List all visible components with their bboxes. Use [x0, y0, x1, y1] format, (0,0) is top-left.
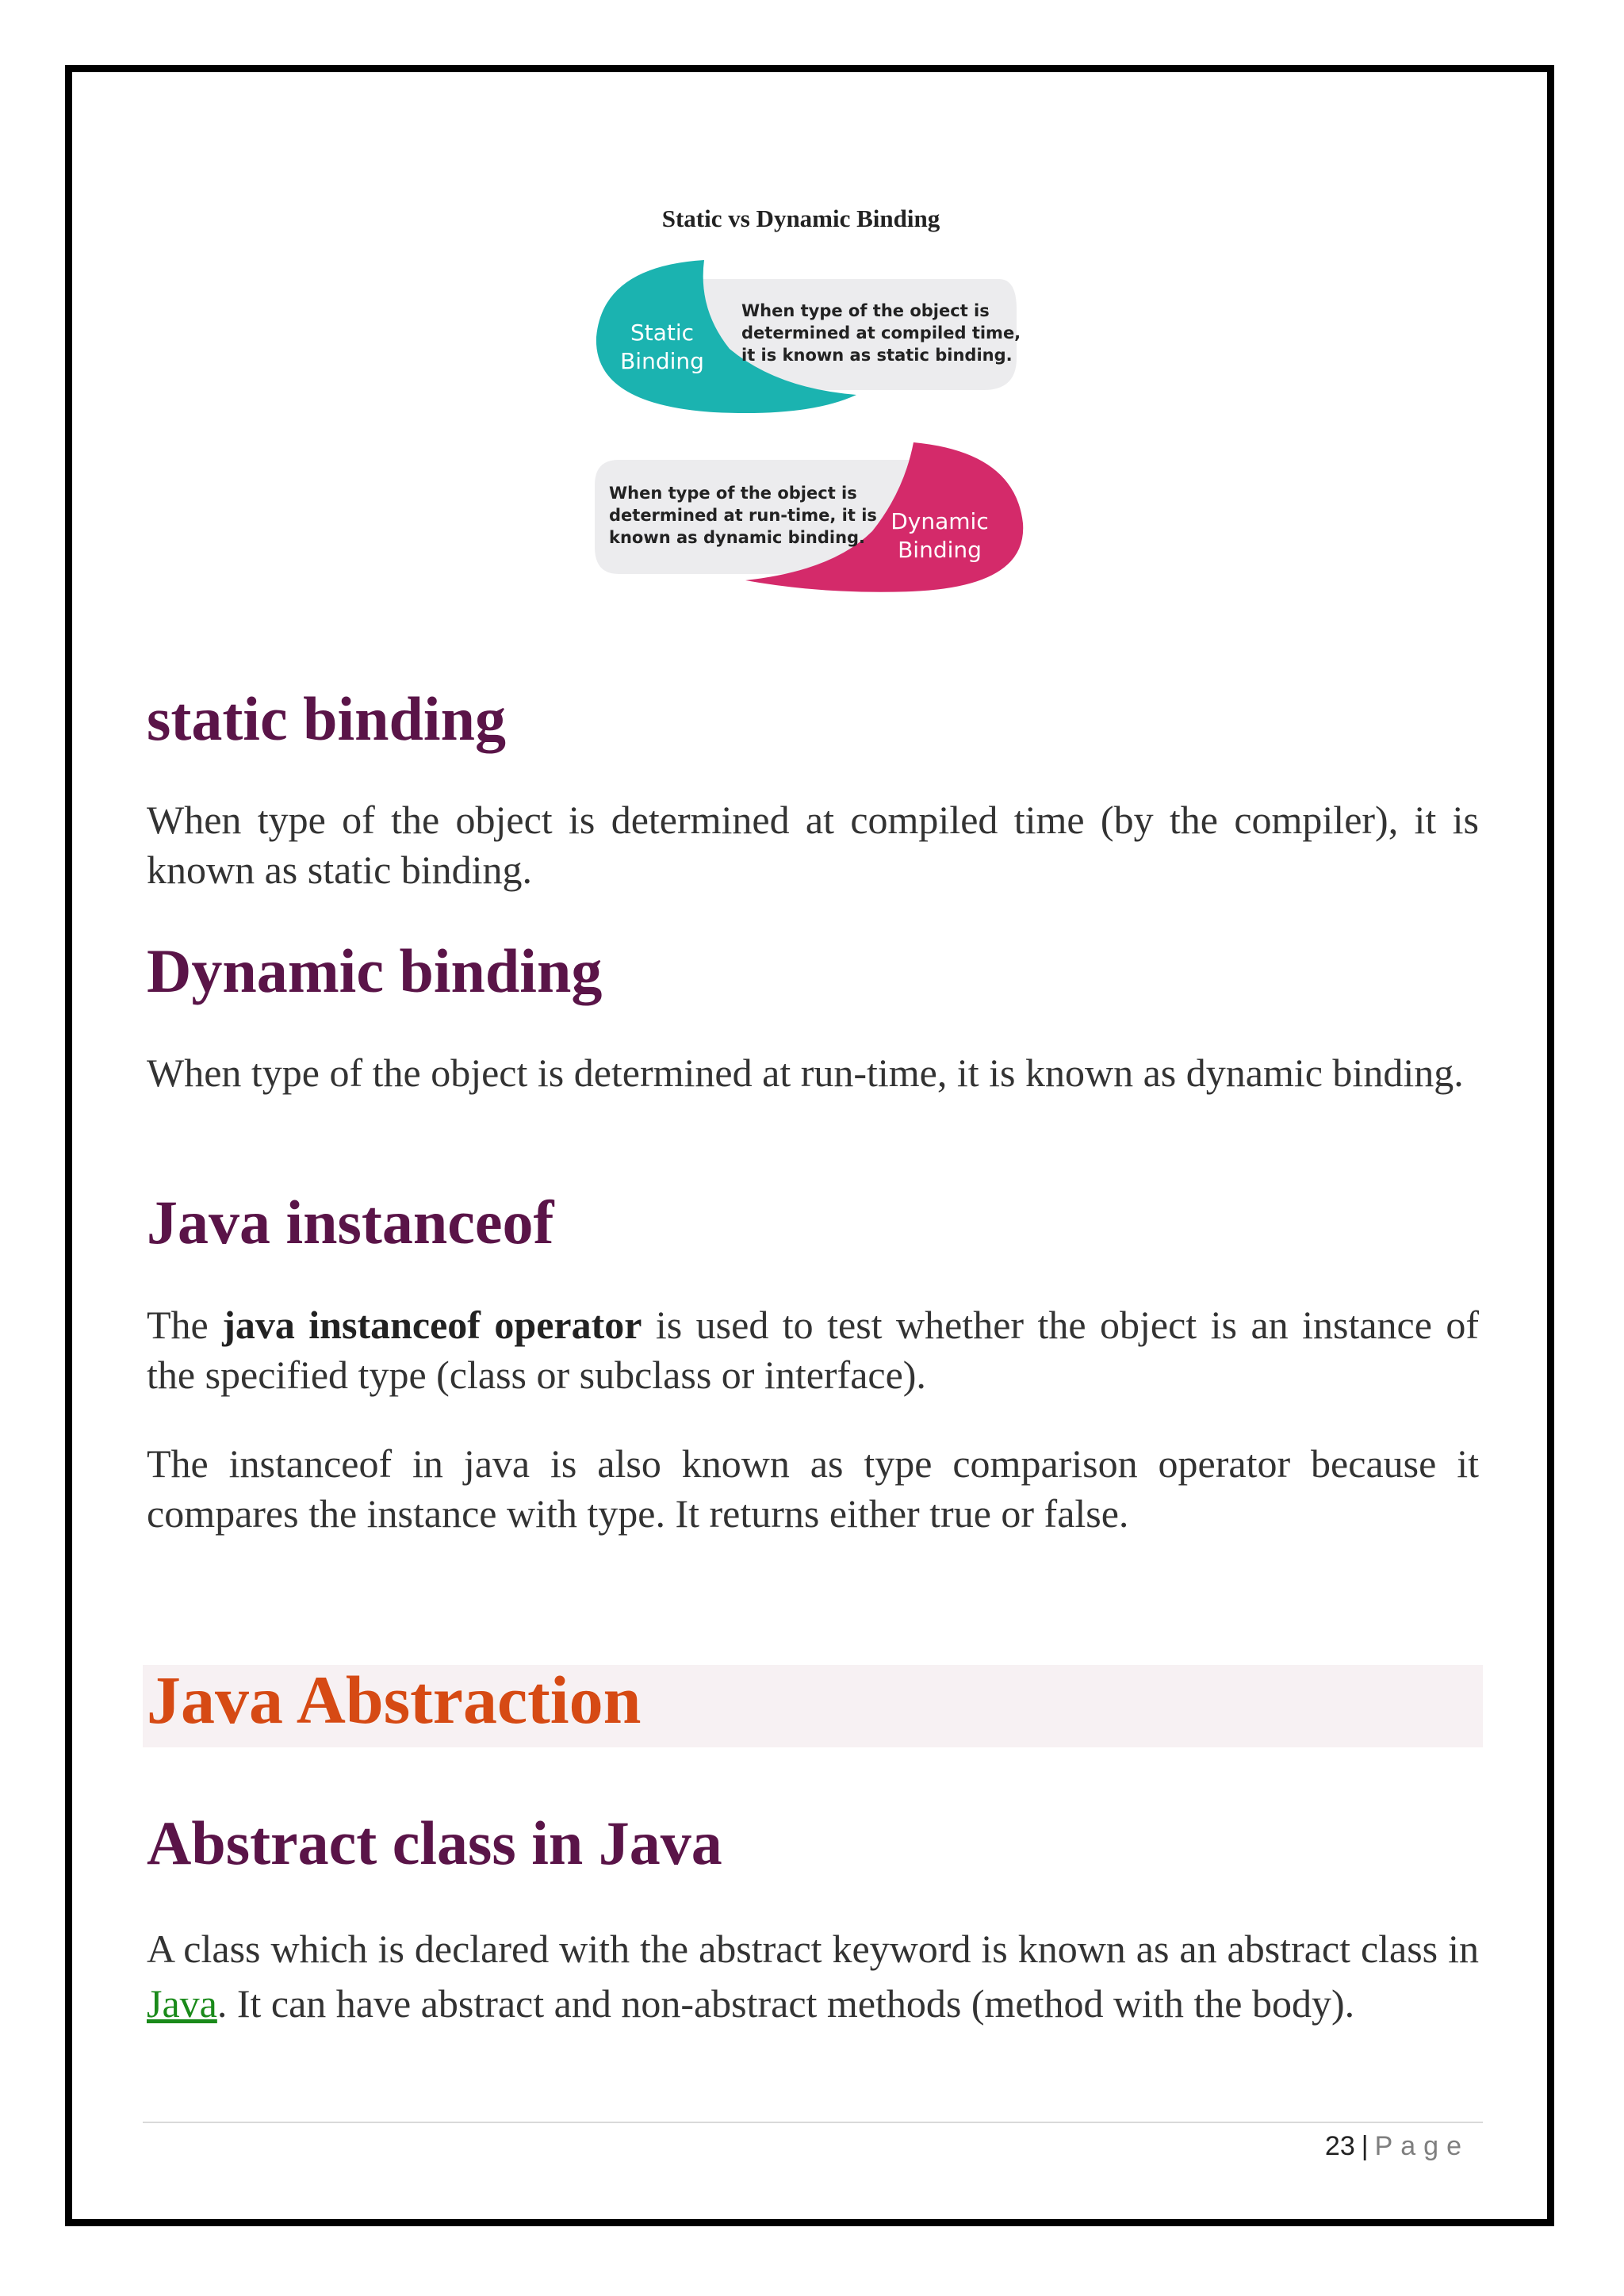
dynamic-bubble-text: [609, 482, 877, 549]
static-bubble-text: [741, 300, 1021, 366]
dynamic-binding-body: When type of the object is determined at run-time, it is known as dynamic binding.: [147, 1050, 1464, 1095]
abstract-class-body: [147, 1922, 1479, 2031]
figure-graphic: [571, 190, 1063, 634]
page-number: 23: [1324, 2131, 1355, 2161]
figure-title: Static vs Dynamic Binding: [661, 205, 940, 232]
footer-separator: |: [1361, 2131, 1369, 2161]
java-link[interactable]: Java: [147, 1981, 217, 2026]
static-binding-heading: static binding: [147, 684, 506, 753]
footer-rule: [143, 2122, 1483, 2123]
abstraction-heading: Java Abstraction: [147, 1662, 642, 1738]
abstract-body-pre: A class which is declared with the abstract keyword is known as an abstract class in: [147, 1927, 1479, 1971]
instanceof-body-2: The instanceof in java is also known as type comparison operator because it compares the instance with type. It returns either true or false.: [147, 1441, 1479, 1536]
static-label-line2: Binding: [620, 348, 704, 374]
static-blob-label: [619, 319, 706, 376]
static-text-line2: determined at compiled time,: [741, 323, 1021, 342]
static-binding-body: When type of the object is determined at compiled time (by the compiler), it is known as static binding.: [147, 798, 1479, 892]
instanceof-operator-bold: java instanceof operator: [222, 1303, 642, 1347]
dynamic-blob-label: [884, 507, 995, 564]
static-text-line1: When type of the object is: [741, 301, 990, 320]
dynamic-label-line2: Binding: [898, 537, 982, 563]
dynamic-text-line3: known as dynamic binding.: [609, 528, 866, 547]
page-label: Page: [1374, 2131, 1469, 2161]
dynamic-binding-heading: Dynamic binding: [147, 936, 603, 1005]
dynamic-label-line1: Dynamic: [891, 508, 989, 534]
abstract-body-post: . It can have abstract and non-abstract methods (method with the body).: [216, 1981, 1355, 2026]
instanceof-heading: Java instanceof: [147, 1188, 554, 1257]
page-footer: [1325, 2131, 1469, 2162]
instanceof-body-1-post: is used to test whether the object is an instance of the specified type (class or subclass or interface).: [147, 1303, 1480, 1397]
instanceof-body-1-pre: The: [147, 1303, 223, 1347]
instanceof-body-1: [147, 1300, 1479, 1400]
static-label-line1: Static: [630, 320, 695, 346]
abstraction-title-band: [143, 1662, 1483, 1747]
dynamic-text-line1: When type of the object is: [609, 484, 857, 503]
static-text-line3: it is known as static binding.: [741, 346, 1013, 365]
dynamic-text-line2: determined at run-time, it is: [609, 506, 877, 525]
binding-figure: [571, 190, 1063, 634]
abstract-class-heading: Abstract class in Java: [147, 1808, 722, 1877]
